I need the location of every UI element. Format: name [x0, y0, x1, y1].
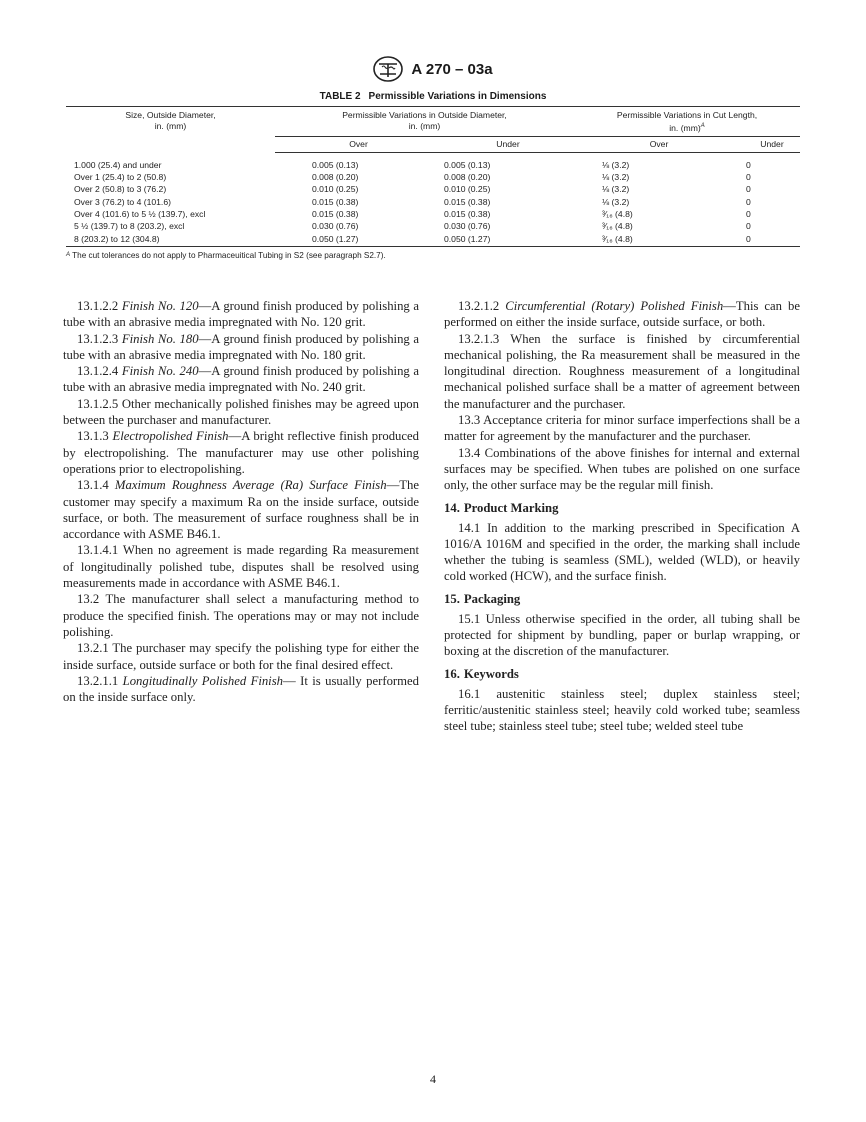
od-under-header: Under — [442, 136, 574, 152]
page-number: 4 — [430, 1072, 436, 1086]
section-heading-14: 14. Product Marking — [444, 500, 559, 515]
paragraph-13-1-2-4: 13.1.2.4 Finish No. 240—A ground finish produced by polishing a tube with an abrasive media impregnated with No. 240 grit. — [63, 364, 420, 395]
section-heading-16: 16. Keywords — [444, 666, 519, 681]
right-column — [444, 298, 800, 735]
cut-over-header: Over — [574, 136, 744, 152]
size-header: Size, Outside Diameter, in. (mm) — [66, 107, 275, 153]
cut-group-header: Permissible Variations in Cut Length, in. (mm)$^A$ — [574, 107, 800, 137]
paragraph-13-1-2-2: 13.1.2.2 Finish No. 120—A ground finish produced by polishing a tube with an abrasive media impregnated with No. 120 grit. — [63, 299, 420, 330]
od-group-header: Permissible Variations in Outside Diameter, in. (mm) — [275, 107, 574, 137]
left-column — [63, 298, 419, 705]
paragraph-13-2: 13.2 The manufacturer shall select a manufacturing method to produce the specified finish. The operations may or may not include polishing. — [63, 592, 419, 639]
footnote-text: The cut tolerances do not apply to Pharmaceuitical Tubing in S2 (see paragraph S2.7). — [72, 251, 386, 260]
table-row: 8 (203.2) to 12 (304.8) 0.050 (1.27) 0.050 (1.27) ³⁄₁₆ (4.8) 0 — [74, 233, 751, 244]
table-row: 1.000 (25.4) and under 0.005 (0.13) 0.005 (0.13) ⅛ (3.2) 0 — [74, 159, 751, 170]
section-heading-15: 15. Packaging — [444, 591, 521, 606]
astm-logo-icon — [373, 56, 403, 82]
paragraph-13-1-3: 13.1.3 Electropolished Finish—A bright reflective finish produced by electropolishing. The manufacturer may use other polishing operations prior to electropolishing. — [63, 429, 419, 476]
paragraph-13-2-1-3: 13.2.1.3 When the surface is finished by circumferential mechanical polishing, the Ra measurement shall be measured in the longitudinal direction. Roughness measurement of a longitudinal mechanical polished surface shall be a matter of agreement between the manufacturer and the purchaser. — [444, 331, 800, 411]
paragraph-16-1: 16.1 austenitic stainless steel; duplex stainless steel; ferritic/austenitic stainless steel; heavily cold worked tube; seamless steel tube; stainless steel tube; steel tube; welded steel tube — [444, 686, 800, 734]
table-title — [0, 91, 866, 102]
table-row: 5 ½ (139.7) to 8 (203.2), excl 0.030 (0.76) 0.030 (0.76) ³⁄₁₆ (4.8) 0 — [74, 221, 751, 232]
page-header — [0, 56, 866, 82]
dimensions-table — [66, 106, 800, 247]
paragraph-13-1-4-1: 13.1.4.1 When no agreement is made regarding Ra measurement of longitudinally polished tube, disputes shall be resolved using measurements made in accordance with ASME B46.1. — [63, 543, 419, 591]
table-row: Over 2 (50.8) to 3 (76.2) 0.010 (0.25) 0.010 (0.25) ⅛ (3.2) 0 — [74, 184, 751, 195]
table-row: Over 1 (25.4) to 2 (50.8) 0.008 (0.20) 0.008 (0.20) ⅛ (3.2) 0 — [74, 172, 751, 183]
cut-under-header: Under — [744, 136, 800, 152]
table-label: TABLE 2 — [319, 91, 361, 102]
paragraph-13-1-4: 13.1.4 Maximum Roughness Average (Ra) Surface Finish—The customer may specify a maximum Ra on the inside surface, outside surface, or both. The measurement of surface roughness shall be in accordance with ASME B46.1. — [63, 478, 420, 542]
standard-designation: A 270 – 03a — [411, 60, 493, 78]
table-row: Over 3 (76.2) to 4 (101.6) 0.015 (0.38) 0.015 (0.38) ⅛ (3.2) 0 — [74, 196, 751, 207]
table-footnote — [66, 251, 386, 260]
paragraph-13-4: 13.4 Combinations of the above finishes for internal and external surfaces may be specified. When tubes are polished on one surface only, the other surface may be the regular mill finish. — [444, 445, 800, 493]
od-over-header: Over — [275, 136, 442, 152]
paragraph-14-1: 14.1 In addition to the marking prescribed in Specification A 1016/A 1016M and specified in the order, the marking shall include whether the tubing is seamless (SML), welded (WLD), or heavily cold worked (HCW), and the surface finish. — [444, 520, 800, 584]
paragraph-13-2-1-2: 13.2.1.2 Circumferential (Rotary) Polished Finish—This can be performed on either the inside surface, outside surface, or both. — [444, 299, 801, 330]
paragraph-15-1: 15.1 Unless otherwise specified in the order, all tubing shall be protected for shipment by bundling, paper or burlap wrapping, or boxing at the discretion of the manufacturer. — [444, 611, 800, 659]
paragraph-13-2-1-1: 13.2.1.1 Longitudinally Polished Finish— It is usually performed on the inside surface only. — [63, 673, 420, 705]
paragraph-13-1-2-5: 13.1.2.5 Other mechanically polished finishes may be agreed upon between the purchaser and manufacturer. — [63, 396, 419, 428]
paragraph-13-1-2-3: 13.1.2.3 Finish No. 180—A ground finish produced by polishing a tube with an abrasive media impregnated with No. 180 grit. — [63, 331, 420, 362]
table-caption: Permissible Variations in Dimensions — [368, 91, 547, 102]
footnote-mark: A — [66, 252, 71, 258]
paragraph-13-2-1: 13.2.1 The purchaser may specify the polishing type for either the inside surface, outside surface or both for the final desired effect. — [63, 641, 419, 672]
paragraph-13-3: 13.3 Acceptance criteria for minor surface imperfections shall be a matter for agreement by the manufacturer and the purchaser. — [444, 413, 800, 444]
cut-group-note: A — [700, 123, 705, 129]
table-row: Over 4 (101.6) to 5 ½ (139.7), excl 0.015 (0.38) 0.015 (0.38) ³⁄₁₆ (4.8) 0 — [74, 209, 751, 220]
